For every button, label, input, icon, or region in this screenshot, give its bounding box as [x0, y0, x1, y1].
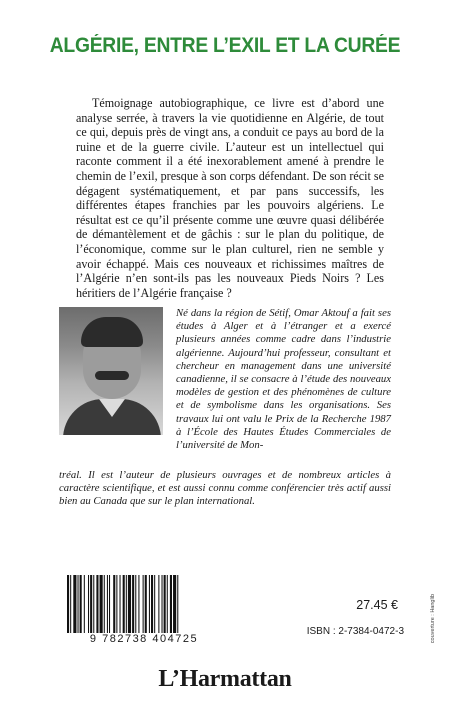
isbn: ISBN : 2-7384-0472-3 — [306, 626, 404, 637]
publisher-logo: L’Harmattan — [158, 666, 292, 692]
author-bio-continued: tréal. Il est l’auteur de plusieurs ouvrages et de nombreux articles à caractère scientifique, et est aussi connu comme conférencier très actif aussi bien au Canada que sur le plan international. — [59, 469, 391, 508]
cover-credit: couverture : Hanglib — [430, 594, 436, 644]
barcode — [59, 575, 229, 650]
book-title: ALGÉRIE, ENTRE L’EXIL ET LA CURÉE — [49, 34, 401, 57]
barcode-number: 9 782738 404725 — [89, 633, 199, 645]
back-cover-blurb: Témoignage autobiographique, ce livre est d’abord une analyse serrée, à travers la vie quotidienne en Algérie, de tout ce qui, depuis près de vingt ans, a conduit ce pays au bord de la ruine et de la guerre civile. L’auteur est un intellectuel qui raconte comment il a été inexorablement amené à prendre le chemin de l’exil, presque à son corps défendant. De son récit se dégagent systématiquement, et par pans successifs, les différentes étapes franchies par les pouvoirs algériens. Le résultat est ce qu’il présente comme une œuvre quasi délibérée de démantèlement et de gâchis : sur le plan du politique, de l’économique, comme sur le plan culturel, rien ne semble y avoir échappé. Mais ces nouveaux et richissimes maîtres de l’Algérie n’en sont-ils pas les nouveaux Pieds Noirs ? Les héritiers de l’Algérie française ? — [76, 96, 384, 300]
barcode-bars — [65, 575, 225, 633]
author-photo — [59, 307, 163, 435]
author-bio: Né dans la région de Sétif, Omar Aktouf a fait ses études à Alger et à l’étranger et a exercé plusieurs années comme cadre dans l’industrie algérienne. Aujourd’hui professeur, consultant et chercheur en management dans une université canadienne, il se consacre à l’étude des nouveaux modèles de gestion et des phénomènes de culture et de symbolisme dans les organisations. Ses travaux lui ont valu le Prix de la Recherche 1987 à l’École des Hautes Études Commerciales de l’université de Mon- — [176, 307, 391, 452]
price: 27.45 € — [356, 598, 398, 612]
